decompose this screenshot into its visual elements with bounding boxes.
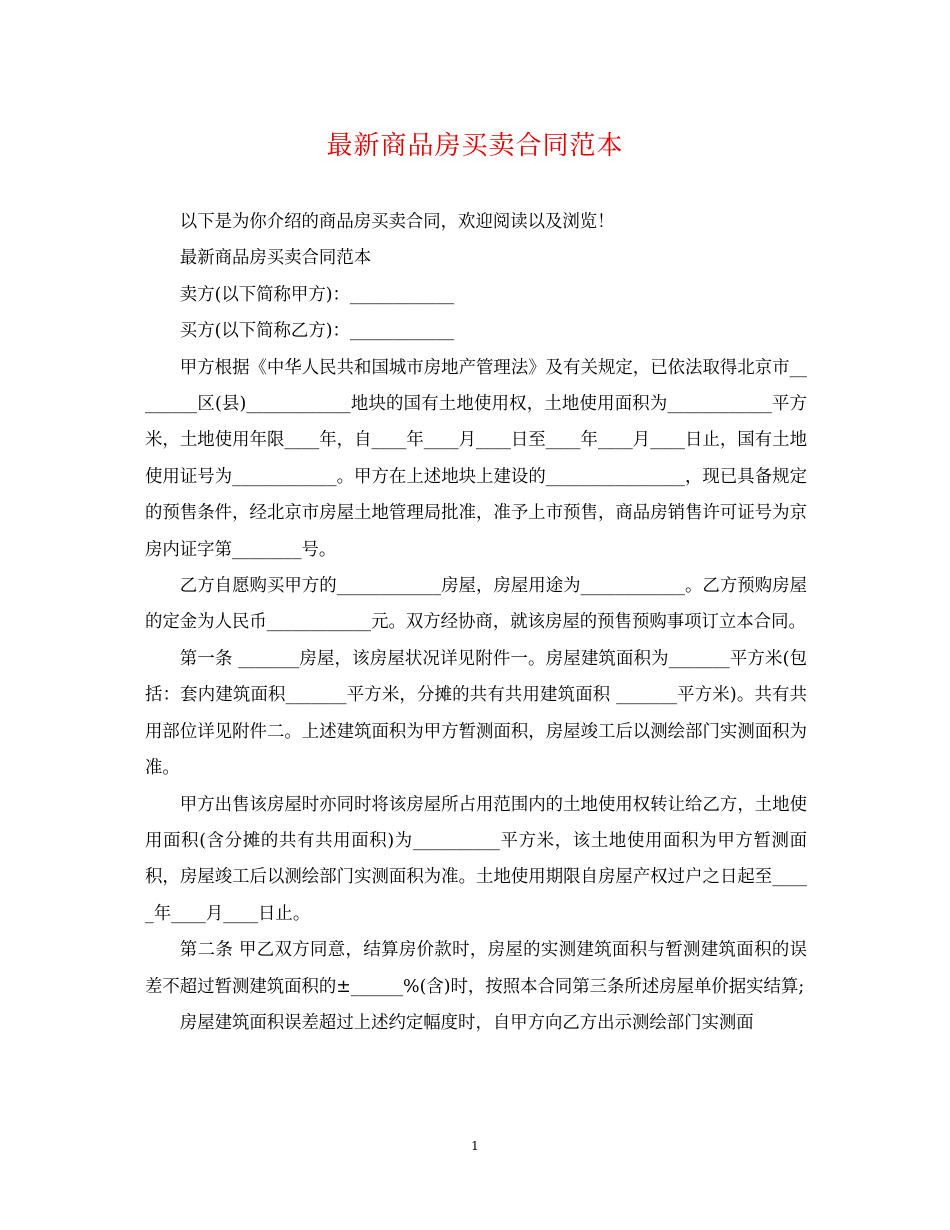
purchase-intent-paragraph: 乙方自愿购买甲方的____________房屋，房屋用途为____________。乙方预购房屋的定金为人民币____________元。双方经协商，就该房屋的预售预购事项订立本合同。 (145, 576, 807, 633)
article-two-paragraph: 第二条 甲乙双方同意，结算房价款时，房屋的实测建筑面积与暂测建筑面积的误差不超过暂测建筑面积的±______%(含)时，按照本合同第三条所述房屋单价据实结算; (145, 940, 807, 997)
intro-paragraph: 以下是为你介绍的商品房买卖合同，欢迎阅读以及浏览！ (179, 212, 615, 232)
document-body (145, 204, 807, 1041)
article-one-paragraph: 第一条 _______房屋，该房屋状况详见附件一。房屋建筑面积为_______平方米(包括：套内建筑面积_______平方米，分摊的共有共用建筑面积 _______平方米)。共有共用部位详见附件二。上述建筑面积为甲方暂测面积，房屋竣工后以测绘部门实测面积为准。 (145, 648, 807, 779)
seller-line: 卖方(以下简称甲方)：____________ (179, 284, 455, 305)
contract-heading-paragraph: 最新商品房买卖合同范本 (179, 248, 372, 269)
land-use-paragraph: 甲方根据《中华人民共和国城市房地产管理法》及有关规定，已依法取得北京市________区(县)____________地块的国有土地使用权，土地使用面积为____________平方米，土地使用年限____年，自____年____月____日至____年____月____日止，国有土地使用证号为____________。甲方在上述地块上建设的________________，现已具备规定的预售条件，经北京市房屋土地管理局批准，准予上市预售，商品房销售许可证号为京房内证字第________号。 (145, 357, 807, 560)
area-error-paragraph: 房屋建筑面积误差超过上述约定幅度时，自甲方向乙方出示测绘部门实测面 (179, 1012, 754, 1033)
buyer-line: 买方(以下简称乙方)：____________ (179, 321, 455, 342)
page-number: 1 (471, 1139, 479, 1153)
land-transfer-paragraph: 甲方出售该房屋时亦同时将该房屋所占用范围内的土地使用权转让给乙方，土地使用面积(含分摊的共有共用面积)为__________平方米，该土地使用面积为甲方暂测面积，房屋竣工后以测绘部门实测面积为准。土地使用期限自房屋产权过户之日起至_____年____月____日止。 (145, 794, 807, 924)
document-title: 最新商品房买卖合同范本 (326, 131, 624, 161)
